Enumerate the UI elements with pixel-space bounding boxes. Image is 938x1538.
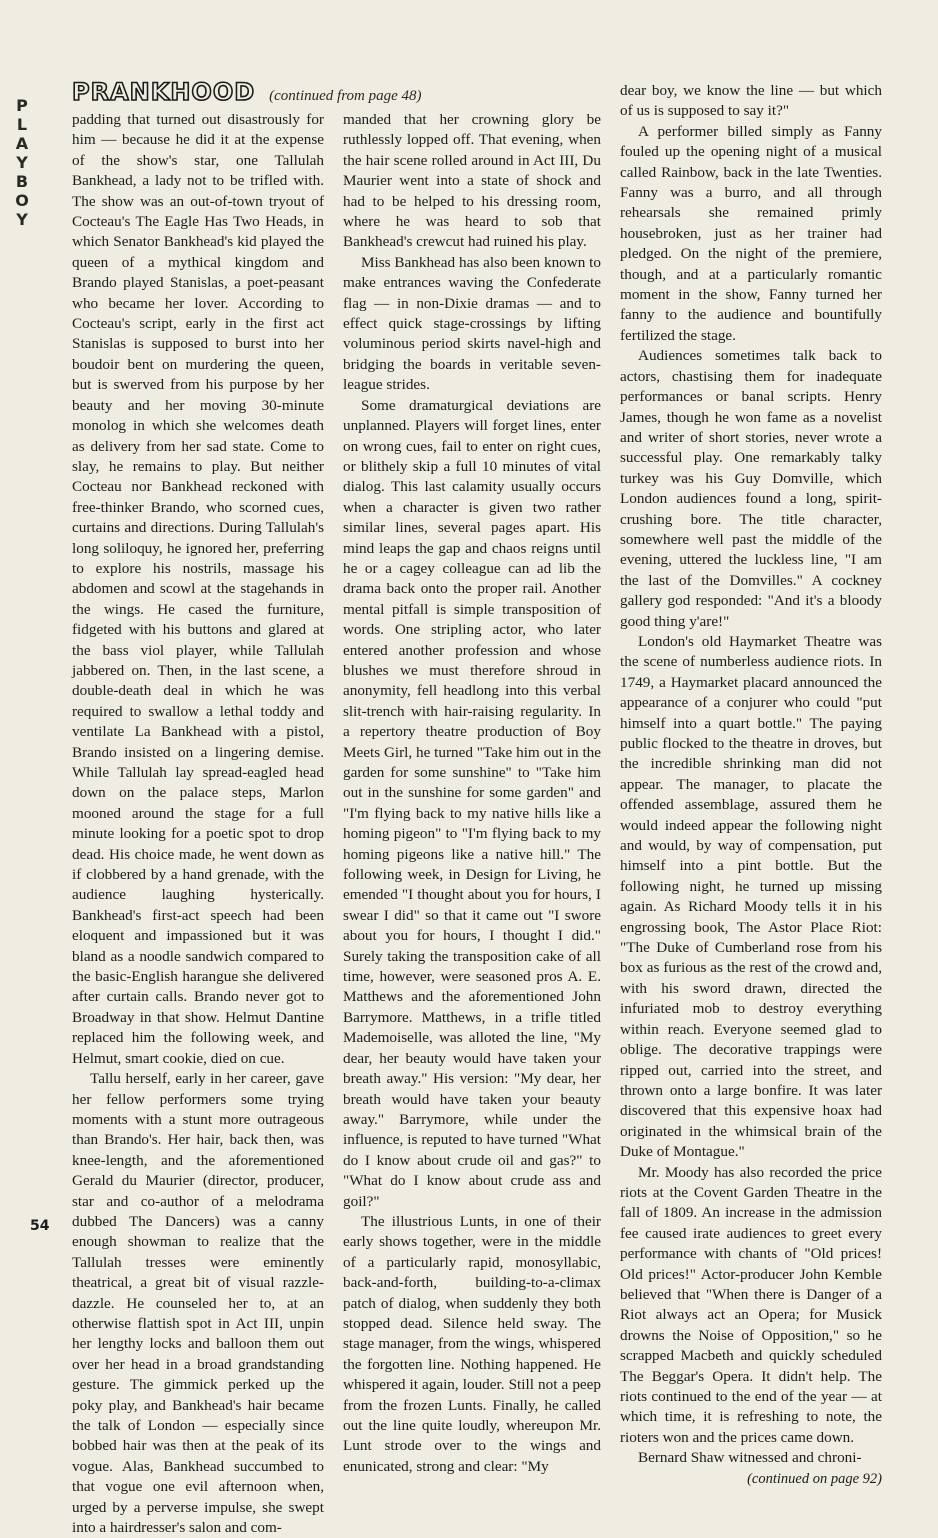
paragraph: Bernard Shaw witnessed and chroni- <box>638 1449 862 1467</box>
text-column-3 <box>620 81 882 1487</box>
paragraph: A performer billed simply as Fanny fouled up the opening night of a musical called Rainbow, back in the late Twenties. Fanny was a burro, and all through rehearsals she remained primly housebroken, just as her trainer had pledged. On the night of the premiere, though, and at a particularly romantic moment in the show, Fanny turned her fanny to the audience and bountifully fertilized the stage. <box>620 122 882 344</box>
spine-letter: B <box>15 172 29 191</box>
paragraph: Tallu herself, early in her career, gave her fellow performers some trying moments with a stunt more outrageous than Brando's. Her hair, back then, was knee-length, and the aforementioned Gerald du Maurier (director, producer, star and co-author of a melodrama dubbed The Dancers) was a canny enough showman to realize that the Tallulah tresses were eminently theatrical, a great bit of visual razzle-dazzle. He counseled her to, at an otherwise flattish spot in Act III, unpin her lengthy locks and balloon them out over her head in a broad grandstanding gesture. The gimmick perked up the poky play, and Bankhead's hair became the talk of London — especially since bobbed hair was then at the peak of its vogue. Alas, Bankhead succumbed to that vogue one evil afternoon when, urged by a perverse impulse, she swept into a hairdresser's salon and com- <box>72 1070 324 1537</box>
page-number: 54 <box>30 1218 50 1234</box>
magazine-spine-label <box>12 96 32 229</box>
paragraph: London's old Haymarket Theatre was the scene of numberless audience riots. In 1749, a Haymarket placard announced the appearance of a conjurer who could "put himself into a quart bottle." The paying public flocked to the theatre in droves, but the incredible shrinking man did not appear. The manager, to placate the offended assemblage, assured them he would indeed appear the following night and would, by way of compensation, put himself into a pint bottle. But the following night, he turned up missing again. As Richard Moody tells it in his engrossing book, The Astor Place Riot: "The Duke of Cumberland rose from his box as furious as the rest of the crowd and, with his sword drawn, directed the infuriated mob to destroy everything within reach. Everyone seemed glad to oblige. The decorative trappings were ripped out, carried into the street, and thrown onto a large bonfire. It was later discovered that this expensive hoax had originated in the whimsical brain of the Duke of Montague." <box>620 632 882 1161</box>
paragraph: Miss Bankhead has also been known to make entrances waving the Confederate flag — in non-Dixie dramas — and to effect quick stage-crossings by lifting voluminous period skirts navel-high and bridging the boards in veritable seven-league strides. <box>343 253 601 394</box>
paragraph: Audiences sometimes talk back to actors, chastising them for inadequate performances or banal scripts. Henry James, though he won fame as a novelist and writer of short stories, never wrote a successful play. One remarkably talky turkey was his Guy Domville, which London audiences found a long, spirit-crushing bore. The title character, somewhere well past the middle of the evening, uttered the luckless line, "I am the last of the Domvilles." A cockney gallery god responded: "And it's a bloody good thing y'are!" <box>620 347 882 630</box>
continued-from-note: (continued from page 48) <box>269 88 422 104</box>
text-column-1 <box>72 110 324 1537</box>
section-logo: PRANKHOOD <box>72 78 256 106</box>
text-column-2 <box>343 110 601 1475</box>
continued-on-note: (continued on page 92) <box>747 1470 882 1487</box>
paragraph: dear boy, we know the line — but which of us is supposed to say it?" <box>620 82 882 120</box>
paragraph: The illustrious Lunts, in one of their early shows together, were in the middle of a particularly rapid, monosyllabic, back-and-forth, building-to-a-climax patch of dialog, when suddenly they both stopped dead. Silence held sway. The stage manager, from the wings, whispered the forgotten line. Nothing happened. He whispered it again, louder. Still not a peep from the frozen Lunts. Finally, he called out the line quite loudly, whereupon Mr. Lunt strode over to the wings and enunicated, strong and clear: "My <box>343 1212 601 1475</box>
paragraph: manded that her crowning glory be ruthlessly lopped off. That evening, when the hair scene rolled around in Act III, Du Maurier went into a state of shock and had to be helped to his dressing room, where he was heard to sob that Bankhead's crewcut had ruined his play. <box>343 111 601 251</box>
spine-letter: L <box>16 115 28 134</box>
paragraph: Mr. Moody has also recorded the price riots at the Covent Garden Theatre in the fall of 1809. An increase in the admission fee caused irate audiences to greet every performance with chants of "Old prices! Old prices!" Actor-producer John Kemble believed that "When there is Danger of a Riot always act an Opera; for Musick drowns the Noise of Opposition," so he scrapped Macbeth and quickly scheduled The Beggar's Opera. It didn't help. The riots continued to the end of the year — at which time, it is refreshing to note, the rioters won and the prices came down. <box>620 1163 882 1446</box>
spine-letter: P <box>16 96 28 115</box>
spine-letter: A <box>15 134 29 153</box>
paragraph: padding that turned out disastrously for him — because he did it at the expense of the show's star, one Tallulah Bankhead, a lady not to be trifled with. The show was an out-of-town tryout of Cocteau's The Eagle Has Two Heads, in which Senator Bankhead's kid played the queen of a mythical kingdom and Brando played Stanislas, a poet-peasant who became her lover. According to Cocteau's script, early in the first act Stanislas is supposed to burst into her boudoir bent on murdering the queen, but is swerved from his purpose by her beauty and her moving 30-minute monolog in which she welcomes death as delivery from her sad state. Come to slay, he remains to play. But neither Cocteau nor Bankhead reckoned with free-thinker Brando, who scorned cues, curtains and directions. During Tallulah's long soliloquy, he ignored her, preferring to explore his nostrils, massage his abdomen and scowl at the stagehands in the wings. He cased the furniture, fidgeted with his buttons and glared at the bass viol player, while Tallulah jabbered on. Then, in the last scene, a double-death deal in which he was required to swallow a lethal toddy and ventilate La Bankhead with a pistol, Brando insisted on a lingering demise. While Tallulah lay spread-eagled head down on the palace steps, Marlon mooned around the stage for a full minute looking for a poetic spot to drop dead. His choice made, he went down as if clobbered by a hand grenade, with the audience laughing hysterically. Bankhead's first-act speech had been eloquent and impassioned but it was bland as a noodle sandwich compared to the basic-English harangue she delivered after curtain calls. Brando never got to Broadway in that show. Helmut Dantine replaced him the following week, and Helmut, smart cookie, died on cue. <box>72 111 324 1067</box>
spine-letter: Y <box>16 210 28 229</box>
spine-letter: O <box>15 191 29 210</box>
paragraph: Some dramaturgical deviations are unplanned. Players will forget lines, enter on wrong cues, fail to enter on right cues, or blithely skip a full 10 minutes of vital dialog. This last calamity usually occurs when a character is given two rather similar lines, several pages apart. His mind leaps the gap and chaos reigns until he or a cagey colleague can ad lib the drama back onto the proper rail. Another mental pitfall is simple transposition of words. One stripling actor, who later entered another profession and whose blushes we must therefore shroud in anonymity, fell headlong into this verbal slit-trench with hair-raising regularity. In a repertory theatre production of Boy Meets Girl, he turned "Take him out in the garden for some sunshine" to "Take him out in the sunshine for some garden" and "I'm flying back to my native hills like a homing pigeon" to "I'm flying back to my homing pigeons like a native hill." The following week, in Design for Living, he emended "I thought about you for hours, I swear I did" so that it came out "I swore about you for hours, I thought I did." Surely taking the transposition cake of all time, however, were seasoned pros A. E. Matthews and the aforementioned John Barrymore. Matthews, in a trifle titled Mademoiselle, was alloted the line, "My dear, her beauty would have taken your breath away." His version: "My dear, her breath would have taken your beauty away." Barrymore, while under the influence, is reputed to have turned "What do I know about crude oil and gas?" to "What do I know about crude ass and goil?" <box>343 396 601 1210</box>
spine-letter: Y <box>16 153 28 172</box>
